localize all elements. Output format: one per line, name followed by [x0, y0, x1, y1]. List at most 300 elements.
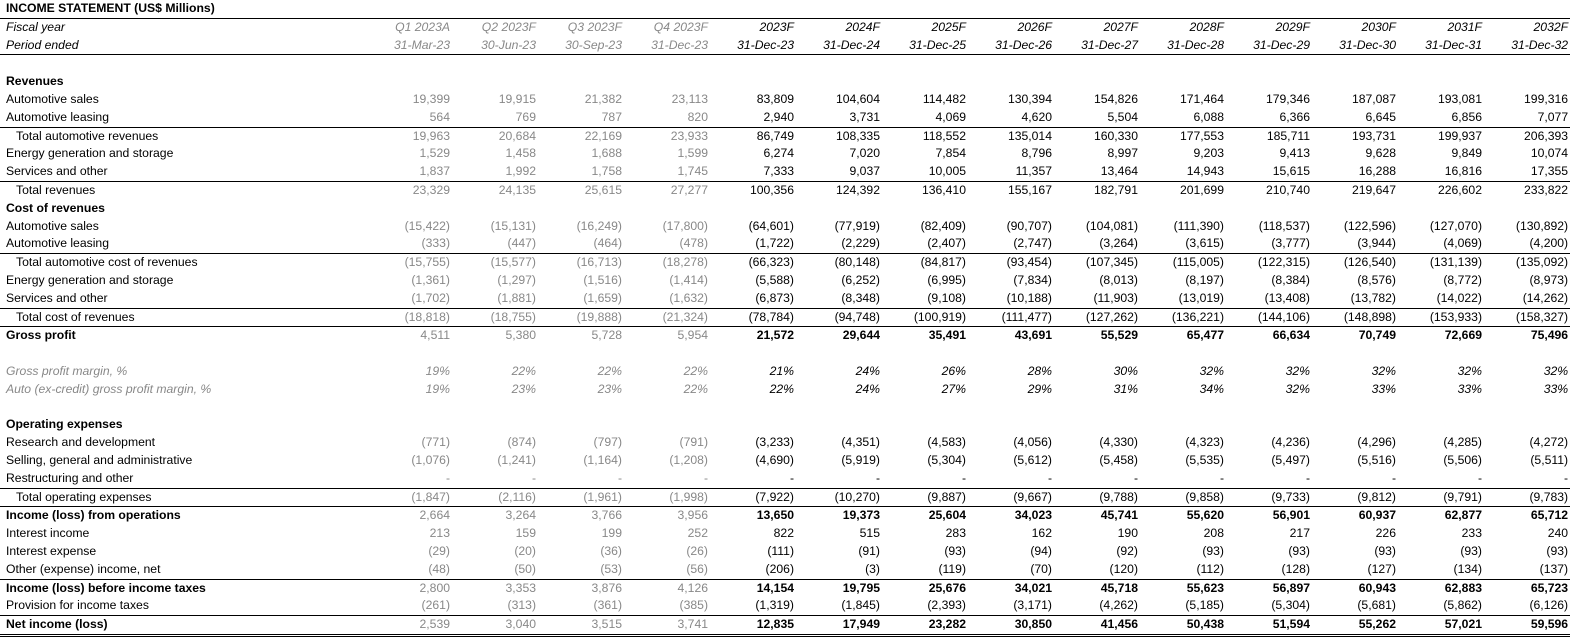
cell-value: (8,197) [1185, 272, 1224, 287]
cell-value: 83,809 [756, 91, 794, 106]
cell-value: (93) [1546, 543, 1569, 558]
cell-value: (77,919) [834, 218, 880, 233]
cell-value: 14,943 [1186, 164, 1224, 179]
row-label: Revenues [6, 74, 64, 89]
cell-value: (8,772) [1443, 272, 1482, 287]
cell-value: (1,961) [538, 488, 624, 507]
cell-value [624, 399, 710, 417]
cell-value: 75,496 [1484, 327, 1570, 345]
column-header-period-ended: 31-Dec-30 [1312, 37, 1398, 55]
column-header-fiscal-year: 2032F [1533, 19, 1569, 34]
cell-value: (4,296) [1357, 435, 1396, 450]
cell-value: 160,330 [1054, 127, 1140, 145]
cell-value: 23% [511, 381, 536, 396]
cell-value: - [1305, 470, 1310, 485]
cell-value: (5,506) [1443, 452, 1482, 467]
cell-value [710, 345, 796, 363]
table-row [0, 308, 1570, 327]
cell-value: 9,203 [1193, 146, 1224, 161]
cell-value [882, 399, 968, 417]
cell-value: (104,081) [1085, 218, 1138, 233]
cell-value: 206,393 [1484, 127, 1570, 145]
column-header-fiscal-year: Q3 2023F [567, 19, 622, 34]
cell-value: 820 [687, 109, 708, 124]
cell-value: (18,278) [624, 254, 710, 272]
cell-value: (9,108) [927, 290, 966, 305]
cell-value: 45,741 [1054, 507, 1140, 525]
column-header-period-ended: 31-Dec-31 [1398, 37, 1484, 55]
cell-value [1484, 73, 1570, 91]
section-header-row [0, 416, 1570, 434]
cell-value: 24% [855, 381, 880, 396]
cell-value: (3,615) [1185, 236, 1224, 251]
cell-value: 19% [425, 363, 450, 378]
cell-value [1140, 345, 1226, 363]
cell-value: (144,106) [1226, 308, 1312, 327]
cell-value: (100,919) [882, 308, 968, 327]
cell-value [366, 345, 452, 363]
cell-value: 21,382 [584, 91, 622, 106]
row-label: Cost of revenues [6, 200, 105, 215]
cell-value: (2,747) [1013, 236, 1052, 251]
column-header-period-ended: 31-Dec-24 [796, 37, 882, 55]
cell-value [538, 345, 624, 363]
cell-value: 5,380 [452, 327, 538, 345]
cell-value: 213 [429, 526, 450, 541]
cell-value: 55,620 [1140, 507, 1226, 525]
cell-value: (206) [765, 561, 794, 576]
cell-value: (111) [767, 543, 794, 558]
column-header-fiscal-year: 2023F [759, 19, 794, 34]
cell-value: 4,069 [935, 109, 966, 124]
cell-value: (92) [1116, 543, 1138, 558]
cell-value: 65,712 [1484, 507, 1570, 525]
cell-value: (5,304) [1271, 598, 1310, 613]
cell-value: 51,594 [1226, 616, 1312, 636]
cell-value: 23,282 [882, 616, 968, 636]
cell-value: (10,270) [796, 488, 882, 507]
cell-value: (9,733) [1226, 488, 1312, 507]
cell-value: (9,783) [1484, 488, 1570, 507]
cell-value: 201,699 [1140, 181, 1226, 199]
cell-value: (128) [1281, 561, 1310, 576]
cell-value: (1,297) [497, 272, 536, 287]
cell-value: (385) [679, 598, 708, 613]
cell-value: 19,915 [498, 91, 536, 106]
cell-value: (93) [1288, 543, 1310, 558]
cell-value [538, 200, 624, 218]
cell-value: 22% [683, 363, 708, 378]
cell-value: 22% [769, 381, 794, 396]
table-row [0, 597, 1570, 615]
cell-value [882, 55, 968, 73]
cell-value: (4,351) [841, 435, 880, 450]
cell-value: (130,892) [1515, 218, 1569, 233]
cell-value: (15,577) [452, 254, 538, 272]
cell-value: (5,497) [1271, 452, 1310, 467]
cell-value: (14,022) [1436, 290, 1482, 305]
cell-value: (6,252) [841, 272, 880, 287]
cell-value: 62,883 [1398, 579, 1484, 597]
cell-value: (91) [858, 543, 880, 558]
cell-value: 29% [1027, 381, 1052, 396]
cell-value: (2,116) [452, 488, 538, 507]
cell-value: 30,850 [968, 616, 1054, 636]
cell-value [1484, 200, 1570, 218]
table-row [0, 363, 1570, 381]
cell-value: 162 [1031, 526, 1052, 541]
row-label [0, 399, 366, 417]
table-row [0, 452, 1570, 470]
cell-value: 5,728 [538, 327, 624, 345]
row-label [0, 345, 366, 363]
cell-value: (78,784) [710, 308, 796, 327]
cell-value: (122,596) [1343, 218, 1396, 233]
cell-value: 171,464 [1179, 91, 1224, 106]
cell-value: 108,335 [796, 127, 882, 145]
cell-value: (15,131) [490, 218, 536, 233]
cell-value: (5,535) [1185, 452, 1224, 467]
cell-value: 22% [597, 363, 622, 378]
cell-value: 4,511 [366, 327, 452, 345]
cell-value: 21,572 [710, 327, 796, 345]
cell-value: 182,791 [1054, 181, 1140, 199]
cell-value [538, 416, 624, 434]
cell-value [1140, 399, 1226, 417]
cell-value: (93,454) [968, 254, 1054, 272]
cell-value: (80,148) [796, 254, 882, 272]
cell-value: 6,645 [1365, 109, 1396, 124]
cell-value [796, 399, 882, 417]
column-header-fiscal-year: 2025F [931, 19, 966, 34]
row-label: Other (expense) income, net [6, 561, 161, 576]
column-header-period-ended: 31-Mar-23 [366, 37, 452, 55]
table-row [0, 272, 1570, 290]
cell-value: (82,409) [920, 218, 966, 233]
cell-value: (2,229) [841, 236, 880, 251]
cell-value [1398, 399, 1484, 417]
row-label: Net income (loss) [0, 616, 366, 636]
cell-value [710, 200, 796, 218]
cell-value: (127) [1367, 561, 1396, 576]
cell-value: 5,954 [624, 327, 710, 345]
cell-value [1484, 399, 1570, 417]
cell-value: 10,074 [1530, 146, 1569, 161]
column-header-fiscal-year: 2024F [845, 19, 880, 34]
cell-value [624, 200, 710, 218]
cell-value: (1,076) [411, 452, 450, 467]
cell-value: 19,373 [796, 507, 882, 525]
cell-value: 240 [1547, 526, 1569, 541]
cell-value [366, 73, 452, 91]
cell-value: 16,816 [1444, 164, 1482, 179]
cell-value: 23% [597, 381, 622, 396]
cell-value: 23,933 [624, 127, 710, 145]
cell-value: - [1133, 470, 1138, 485]
cell-value: 210,740 [1226, 181, 1312, 199]
cell-value: 5,504 [1107, 109, 1138, 124]
cell-value: 72,669 [1398, 327, 1484, 345]
cell-value: (119) [938, 561, 966, 576]
row-label: Total operating expenses [0, 488, 366, 507]
cell-value: (18,755) [452, 308, 538, 327]
cell-value: (122,315) [1226, 254, 1312, 272]
cell-value: (29) [428, 543, 450, 558]
cell-value: (3,233) [755, 435, 794, 450]
cell-value [624, 55, 710, 73]
column-header-period-ended: 31-Dec-23 [710, 37, 796, 55]
cell-value: (115,005) [1140, 254, 1226, 272]
cell-value: - [1391, 470, 1396, 485]
cell-value: (464) [593, 236, 622, 251]
title-row [0, 0, 1570, 18]
cell-value: (127,070) [1429, 218, 1482, 233]
cell-value: (48) [428, 561, 450, 576]
cell-value: - [617, 470, 622, 485]
cell-value: (15,422) [404, 218, 450, 233]
cell-value: 7,077 [1537, 109, 1569, 124]
cell-value: (4,200) [1529, 236, 1569, 251]
cell-value: 135,014 [968, 127, 1054, 145]
table-row [0, 381, 1570, 399]
cell-value: 199,937 [1398, 127, 1484, 145]
statement-title: INCOME STATEMENT (US$ Millions) [0, 0, 1570, 18]
cell-value: 9,628 [1365, 146, 1396, 161]
column-header-period-ended: 31-Dec-29 [1226, 37, 1312, 55]
spacer-row [0, 345, 1570, 363]
cell-value: (2,407) [927, 236, 966, 251]
cell-value [796, 200, 882, 218]
cell-value [710, 399, 796, 417]
cell-value: 15,615 [1272, 164, 1310, 179]
cell-value: (6,126) [1529, 598, 1569, 613]
cell-value: 31% [1113, 381, 1138, 396]
cell-value: (84,817) [882, 254, 968, 272]
cell-value [1398, 416, 1484, 434]
cell-value [1226, 345, 1312, 363]
column-header-period-ended: 31-Dec-25 [882, 37, 968, 55]
cell-value [452, 200, 538, 218]
row-label: Gross profit margin, % [6, 363, 128, 378]
column-header-fiscal-year: 2027F [1103, 19, 1138, 34]
cell-value: 3,515 [538, 616, 624, 636]
cell-value: 769 [515, 109, 536, 124]
cell-value [538, 73, 624, 91]
cell-value: 62,877 [1398, 507, 1484, 525]
row-label: Automotive leasing [6, 109, 109, 124]
cell-value: 233,822 [1484, 181, 1570, 199]
cell-value: 1,599 [677, 146, 708, 161]
cell-value [968, 55, 1054, 73]
cell-value: (361) [593, 598, 622, 613]
cell-value [1140, 416, 1226, 434]
table-row [0, 616, 1570, 636]
cell-value: (14,262) [1522, 290, 1569, 305]
cell-value: (19,888) [538, 308, 624, 327]
cell-value: (4,262) [1099, 598, 1138, 613]
cell-value [1140, 200, 1226, 218]
cell-value: (70) [1030, 561, 1052, 576]
cell-value: 9,849 [1451, 146, 1482, 161]
cell-value: (36) [600, 543, 622, 558]
table-row [0, 561, 1570, 579]
cell-value: (4,285) [1443, 435, 1482, 450]
cell-value: 11,357 [1015, 164, 1052, 179]
cell-value: (2,393) [927, 598, 966, 613]
cell-value: (134) [1453, 561, 1482, 576]
cell-value: 33% [1457, 381, 1482, 396]
period-ended-row [0, 37, 1570, 55]
cell-value: 25,615 [538, 181, 624, 199]
cell-value [1140, 55, 1226, 73]
cell-value [1484, 55, 1570, 73]
cell-value: 65,723 [1484, 579, 1570, 597]
cell-value [796, 345, 882, 363]
cell-value: 219,647 [1312, 181, 1398, 199]
table-row [0, 163, 1570, 181]
column-header-fiscal-year: 2026F [1017, 19, 1052, 34]
cell-value: 100,356 [710, 181, 796, 199]
cell-value: (93) [1460, 543, 1482, 558]
cell-value: 6,856 [1451, 109, 1482, 124]
cell-value: (1,319) [755, 598, 794, 613]
row-label: Automotive sales [6, 218, 99, 233]
cell-value: 32% [1543, 363, 1569, 378]
cell-value [1226, 399, 1312, 417]
cell-value: 130,394 [1007, 91, 1052, 106]
cell-value: 57,021 [1398, 616, 1484, 636]
cell-value: (5,612) [1013, 452, 1052, 467]
cell-value: - [1564, 470, 1569, 485]
cell-value: 3,731 [849, 109, 880, 124]
cell-value: 8,796 [1021, 146, 1052, 161]
cell-value: 2,800 [366, 579, 452, 597]
cell-value [968, 345, 1054, 363]
cell-value: 199,316 [1524, 91, 1569, 106]
column-header-period-ended: 30-Sep-23 [538, 37, 624, 55]
cell-value: (333) [421, 236, 450, 251]
cell-value [366, 399, 452, 417]
cell-value: (5,516) [1357, 452, 1396, 467]
cell-value: 60,943 [1312, 579, 1398, 597]
cell-value: (1,361) [411, 272, 450, 287]
row-label: Research and development [6, 435, 156, 450]
cell-value [968, 200, 1054, 218]
row-label: Income (loss) before income taxes [0, 579, 366, 597]
table-row [0, 109, 1570, 127]
cell-value [538, 55, 624, 73]
cell-value: (9,858) [1140, 488, 1226, 507]
cell-value [968, 399, 1054, 417]
cell-value: (56) [686, 561, 708, 576]
cell-value [710, 73, 796, 91]
cell-value: - [1219, 470, 1224, 485]
cell-value: 43,691 [968, 327, 1054, 345]
cell-value: 19% [425, 381, 450, 396]
fiscal-year-label: Fiscal year [6, 19, 65, 34]
cell-value: (4,272) [1529, 435, 1569, 450]
row-label: Provision for income taxes [6, 598, 149, 613]
cell-value: (1,164) [583, 452, 622, 467]
cell-value: 155,167 [968, 181, 1054, 199]
cell-value: 6,274 [763, 146, 794, 161]
cell-value: (135,092) [1484, 254, 1570, 272]
cell-value: 233 [1461, 526, 1482, 541]
cell-value: 2,539 [366, 616, 452, 636]
cell-value: 193,731 [1312, 127, 1398, 145]
cell-value: (120) [1109, 561, 1138, 576]
cell-value: 179,346 [1265, 91, 1310, 106]
column-header-fiscal-year: 2031F [1447, 19, 1482, 34]
cell-value: (1,208) [669, 452, 708, 467]
cell-value: (9,667) [968, 488, 1054, 507]
section-header-row [0, 200, 1570, 218]
cell-value: 1,458 [505, 146, 536, 161]
column-header-period-ended: 30-Jun-23 [452, 37, 538, 55]
cell-value: 7,333 [763, 164, 794, 179]
cell-value: 25,604 [882, 507, 968, 525]
cell-value: 21% [769, 363, 794, 378]
cell-value: 1,745 [677, 164, 708, 179]
cell-value [1226, 416, 1312, 434]
cell-value: (6,873) [755, 290, 794, 305]
cell-value: 32% [1371, 363, 1396, 378]
cell-value [1226, 55, 1312, 73]
table-row [0, 507, 1570, 525]
cell-value [624, 73, 710, 91]
cell-value: - [1477, 470, 1482, 485]
row-label: Auto (ex-credit) gross profit margin, % [6, 381, 212, 396]
cell-value: 4,126 [624, 579, 710, 597]
cell-value: 2,664 [366, 507, 452, 525]
cell-value: 6,366 [1279, 109, 1310, 124]
cell-value [1054, 55, 1140, 73]
cell-value: (5,458) [1099, 452, 1138, 467]
cell-value: (10,188) [1006, 290, 1052, 305]
row-label: Automotive leasing [6, 236, 109, 251]
cell-value: 24,135 [452, 181, 538, 199]
row-label: Operating expenses [6, 417, 123, 432]
table-row [0, 127, 1570, 145]
cell-value: (8,973) [1529, 272, 1569, 287]
cell-value: (13,782) [1350, 290, 1396, 305]
cell-value: 190 [1117, 526, 1138, 541]
cell-value: 283 [945, 526, 966, 541]
cell-value: (5,511) [1530, 452, 1569, 467]
row-label: Total cost of revenues [0, 308, 366, 327]
cell-value [1312, 416, 1398, 434]
cell-value: (7,834) [1013, 272, 1052, 287]
cell-value: 30% [1113, 363, 1138, 378]
cell-value: 27,277 [624, 181, 710, 199]
cell-value: (137) [1539, 561, 1569, 576]
cell-value: 3,741 [624, 616, 710, 636]
cell-value: 29,644 [796, 327, 882, 345]
cell-value: 19,795 [796, 579, 882, 597]
cell-value: 16,288 [1358, 164, 1396, 179]
cell-value: 1,992 [505, 164, 536, 179]
cell-value: (64,601) [748, 218, 794, 233]
cell-value: 7,020 [849, 146, 880, 161]
cell-value: 8,997 [1107, 146, 1138, 161]
cell-value: 1,529 [419, 146, 450, 161]
table-row [0, 488, 1570, 507]
cell-value: (158,327) [1484, 308, 1570, 327]
cell-value: (9,788) [1054, 488, 1140, 507]
row-label: Services and other [6, 164, 108, 179]
cell-value: 3,956 [624, 507, 710, 525]
cell-value [882, 200, 968, 218]
